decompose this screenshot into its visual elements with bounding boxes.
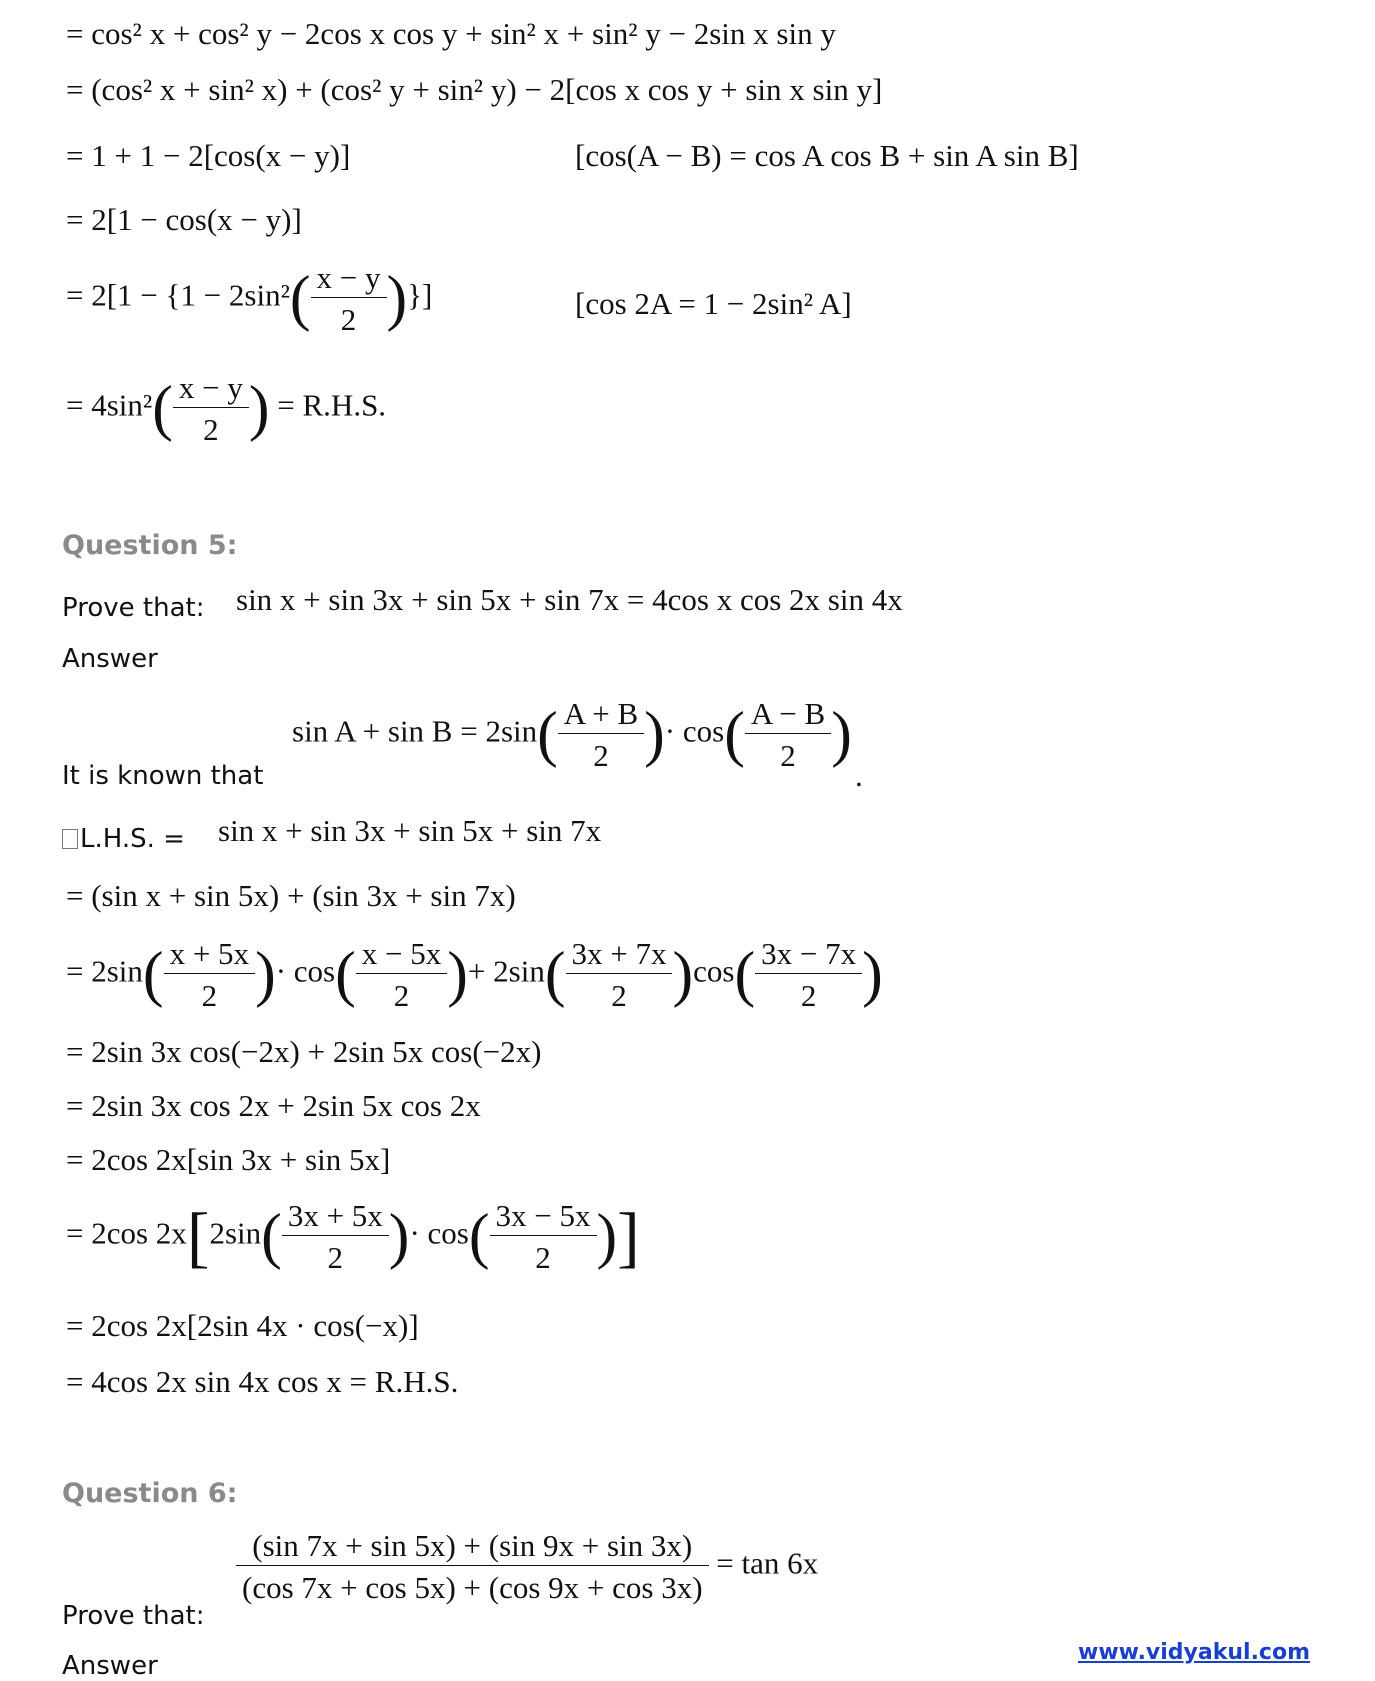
step-line-1: = cos² x + cos² y − 2cos x cos y + sin² x + sin² y − 2sin x sin y	[66, 16, 836, 51]
q5-known-dot: .	[855, 758, 863, 793]
step-line-6: = 4sin²( $\frac{x - y}{2}$ ) = R.H.S.	[66, 370, 387, 447]
q5-lhs-expression: sin x + sin 3x + sin 5x + sin 7x	[218, 813, 602, 848]
q5-known-label: It is known that	[62, 761, 264, 791]
fraction: $\frac{3x + 5x}{2}$	[282, 1200, 389, 1273]
fraction: $\frac{A - B}{2}$	[745, 698, 831, 771]
q6-answer-label: Answer	[62, 1651, 158, 1681]
identity-note-cos2a: [cos 2A = 1 − 2sin² A]	[575, 286, 852, 321]
fraction: $\frac{x - 5x}{2}$	[356, 938, 447, 1011]
q5-step-1: = (sin x + sin 5x) + (sin 3x + sin 7x)	[66, 878, 516, 913]
q5-step-5: = 2cos 2x[sin 3x + sin 5x]	[66, 1142, 391, 1177]
q5-step-8: = 4cos 2x sin 4x cos x = R.H.S.	[66, 1364, 459, 1399]
q5-step-3: = 2sin 3x cos(−2x) + 2sin 5x cos(−2x)	[66, 1034, 542, 1069]
fraction: $\frac{3x - 5x}{2}$	[490, 1200, 597, 1273]
unknown-glyph-icon	[62, 829, 78, 849]
fraction: $\frac{x + 5x}{2}$	[164, 938, 255, 1011]
step-line-3: = 1 + 1 − 2[cos(x − y)]	[66, 138, 351, 173]
q5-step-2: = 2sin( $\frac{x + 5x}{2}$ )· cos( $\frac{x - 5x}{2}$ )+ 2sin( $\frac{3x + 7x}{2}$ )cos( $\frac{3x - 7x}{2}$ )	[66, 936, 883, 1013]
q5-answer-label: Answer	[62, 644, 158, 674]
q5-step-4: = 2sin 3x cos 2x + 2sin 5x cos 2x	[66, 1088, 481, 1123]
q5-step-6: = 2cos 2x[2sin( $\frac{3x + 5x}{2}$ )· cos( $\frac{3x - 5x}{2}$ )]	[66, 1198, 640, 1275]
question-6-title: Question 6:	[62, 1478, 238, 1509]
q5-known-identity: sin A + sin B = 2sin( $\frac{A + B}{2}$ )· cos( $\frac{A - B}{2}$ )	[292, 696, 852, 773]
fraction: $\frac{3x - 7x}{2}$	[755, 938, 862, 1011]
fraction: $\frac{3x + 7x}{2}$	[566, 938, 673, 1011]
q5-prove-label: Prove that:	[62, 593, 205, 623]
step-line-4: = 2[1 − cos(x − y)]	[66, 202, 302, 237]
vidyakul-link[interactable]: www.vidyakul.com	[1078, 1640, 1311, 1665]
step-line-5-post: }]	[407, 277, 433, 313]
fraction: $\frac{x - y}{2}$	[311, 262, 387, 335]
q5-step-7: = 2cos 2x[2sin 4x · cos(−x)]	[66, 1308, 419, 1343]
fraction: $\frac{x - y}{2}$	[173, 372, 249, 445]
identity-note-cos-diff: [cos(A − B) = cos A cos B + sin A sin B]	[575, 138, 1079, 173]
q5-lhs-label: L.H.S. =	[62, 826, 185, 852]
step-line-5: = 2[1 − {1 − 2sin²( $\frac{x - y}{2}$ )}]	[66, 260, 433, 337]
step-line-2: = (cos² x + sin² x) + (cos² y + sin² y) − 2[cos x cos y + sin x sin y]	[66, 72, 883, 107]
q6-prove-label: Prove that:	[62, 1601, 205, 1631]
fraction: $\frac{A + B}{2}$	[558, 698, 644, 771]
question-5-title: Question 5:	[62, 530, 238, 561]
q5-prove-expression: sin x + sin 3x + sin 5x + sin 7x = 4cos x cos 2x sin 4x	[236, 582, 903, 617]
step-line-5-pre: = 2[1 − {1 − 2sin²	[66, 277, 290, 313]
fraction: $\frac{(\sin 7x + \sin 5x) + (\sin 9x + \sin 3x)}{(\cos 7x + \cos 5x) + (\cos 9x + \cos 3x)}$	[236, 1530, 709, 1603]
q6-prove-expression: $\frac{(\sin 7x + \sin 5x) + (\sin 9x + \sin 3x)}{(\cos 7x + \cos 5x) + (\cos 9x + \cos 3x)}$ = tan 6x	[236, 1530, 818, 1603]
